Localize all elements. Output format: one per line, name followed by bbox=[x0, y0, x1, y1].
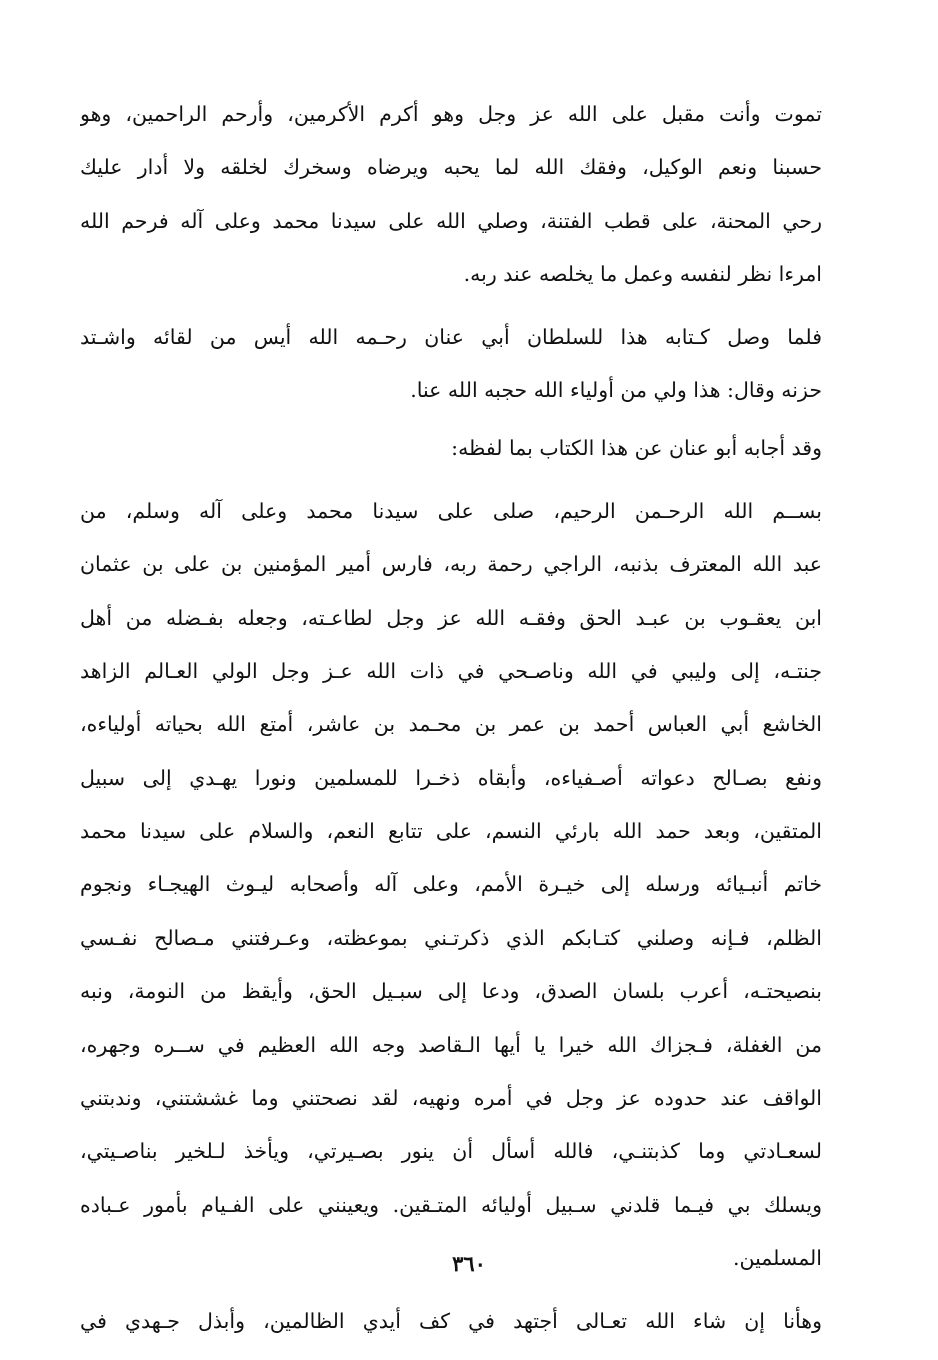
text-line: الخاشع أبي العباس أحمد بن عمر بن محـمد بن عاشر، أمتع الله بحياته أولياءه، bbox=[80, 712, 822, 737]
text-line: امرءا نظر لنفسه وعمل ما يخلصه عند ربه. bbox=[463, 262, 822, 287]
paragraph-3 bbox=[80, 422, 822, 475]
text-line: بســم الله الرحـمن الرحيم، صلى على سيدنا محمد وعلى آله وسلم، من bbox=[80, 498, 822, 523]
text-line: رحي المحنة، على قطب الفتنة، وصلي الله على سيدنا محمد وعلى آله فرحم الله bbox=[80, 208, 822, 233]
text-line: حزنه وقال: هذا ولي من أولياء الله حجبه الله عنا. bbox=[410, 377, 822, 402]
text-line: بنصيحتـه، أعرب بلسان الصدق، ودعا إلى سبـيل الحق، وأيقظ من النومة، ونبه bbox=[80, 979, 822, 1004]
text-line: تموت وأنت مقبل على الله عز وجل وهو أكرم الأكرمين، وأرحم الراحمين، وهو bbox=[80, 102, 822, 126]
text-line: المسلمين. bbox=[732, 1246, 822, 1271]
text-line: لسعـادتي وما كذبتنـي، فالله أسأل أن ينور بصـيرتي، ويأخذ لـلخير بناصـيتي، bbox=[80, 1139, 822, 1164]
text-line: وهأنا إن شاء الله تعـالى أجتهد في كف أيدي الظالمين، وأبذل جـهدي في bbox=[80, 1308, 822, 1333]
text-line: خاتم أنبـيائه ورسله إلى خيـرة الأمم، وعلى آله وأصحابه ليـوث الهيجـاء ونجوم bbox=[80, 872, 822, 897]
body-text bbox=[80, 88, 822, 1348]
text-line: عبد الله المعترف بذنبه، الراجي رحمة ربه، فارس أمير المؤمنين بن على بن عثمان bbox=[80, 552, 822, 577]
text-line: جنتـه، إلى وليبي في الله وناصـحي في ذات الله عـز وجل الولي العـالم الزاهد bbox=[80, 658, 822, 683]
text-line: المتقين، وبعد حمد الله بارئي النسم، على تتابع النعم، والسلام على سيدنا محمد bbox=[80, 819, 822, 844]
text-line: الواقف عند حدوده عز وجل في أمره ونهيه، لقد نصحتني وما غششتني، وندبتني bbox=[80, 1086, 822, 1111]
paragraph-4-letter bbox=[80, 485, 822, 1286]
text-line: حسبنا ونعم الوكيل، وفقك الله لما يحبه ويرضاه وسخرك لخلقه ولا أدار عليك bbox=[80, 155, 822, 180]
paragraph-gap bbox=[80, 476, 822, 485]
paragraph-gap bbox=[80, 302, 822, 311]
paragraph-5 bbox=[80, 1295, 822, 1348]
text-line: من الغفلة، فـجزاك الله خيرا يا أيها الـقاصد وجه الله العظيم في ســره وجهره، bbox=[80, 1032, 822, 1057]
paragraph-1 bbox=[80, 88, 822, 302]
text-line: الظلم، فـإنه وصلني كتـابكم الذي ذكرتـني بموعظته، وعـرفتني مـصالح نفـسي bbox=[80, 925, 822, 950]
text-line: ويسلك بي فيـما قلدني سـبيل أوليائه المتـقين. ويعينني على الفـيام بأمور عـباده bbox=[80, 1192, 822, 1217]
text-line: فلما وصل كـتابه هذا للسلطان أبي عنان رحـمه الله أيس من لقائه واشـتد bbox=[80, 324, 822, 349]
text-line: وقد أجابه أبو عنان عن هذا الكتاب بما لفظه: bbox=[451, 436, 822, 461]
text-line: ونفع بصـالح دعواته أصـفياءه، وأبقاه ذخـرا للمسلمين ونورا يهـدي إلى سبيل bbox=[80, 765, 822, 790]
paragraph-2 bbox=[80, 311, 822, 418]
paragraph-gap bbox=[80, 1286, 822, 1295]
page-number: ٣٦٠ bbox=[452, 1251, 486, 1276]
text-line: ابن يعقـوب بن عبـد الحق وفقـه الله عز وجل لطاعـته، وجعله بفـضله من أهل bbox=[80, 605, 822, 630]
